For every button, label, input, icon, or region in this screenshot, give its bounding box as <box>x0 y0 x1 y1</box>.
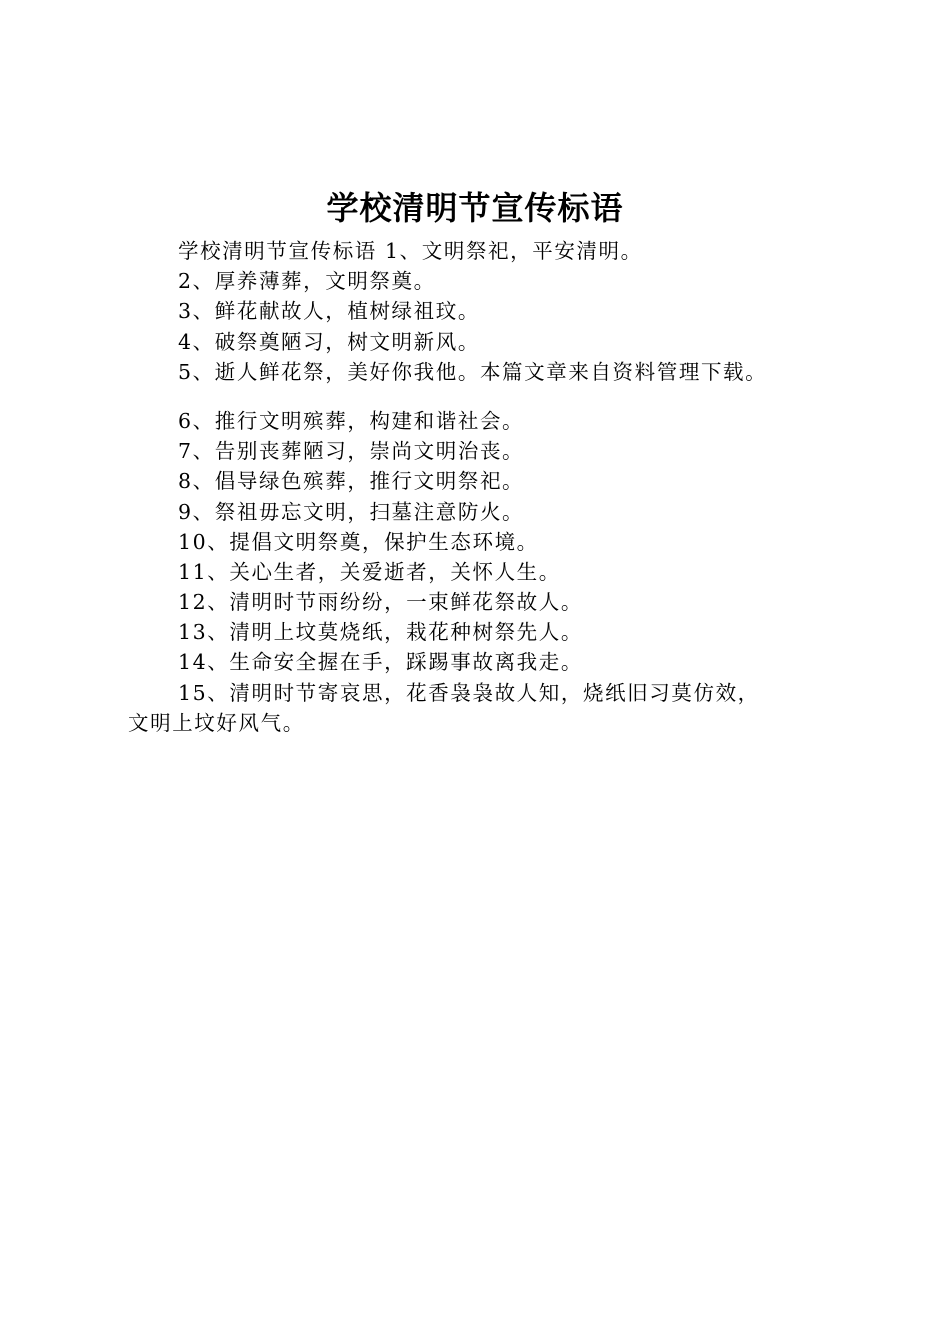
paragraph-line-14: 14、生命安全握在手，踩踢事故离我走。 <box>178 650 583 675</box>
paragraph-line-9: 9、祭祖毋忘文明，扫墓注意防火。 <box>178 499 525 524</box>
paragraph-line-8: 8、倡导绿色殡葬，推行文明祭祀。 <box>178 469 525 494</box>
blank-line <box>128 387 853 406</box>
paragraph-line-4: 4、破祭奠陋习，树文明新风。 <box>178 329 480 354</box>
paragraph-line-6: 6、推行文明殡葬，构建和谐社会。 <box>178 408 525 433</box>
paragraph-line-3: 3、鲜花献故人，植树绿祖玟。 <box>178 299 480 324</box>
paragraph-line-10: 10、提倡文明祭奠，保护生态环境。 <box>178 529 539 554</box>
paragraph-line-12: 12、清明时节雨纷纷，一束鲜花祭故人。 <box>178 590 583 615</box>
document-title: 学校清明节宣传标语 <box>326 189 624 227</box>
document-body <box>128 236 853 738</box>
paragraph-line-15: 15、清明时节寄哀思，花香袅袅故人知，烧纸旧习莫仿效， <box>178 680 760 705</box>
paragraph-line-11: 11、关心生者，关爱逝者，关怀人生。 <box>178 559 561 584</box>
paragraph-line-15-continued: 文明上坟好风气。 <box>128 710 305 735</box>
paragraph-line-13: 13、清明上坟莫烧纸，栽花种树祭先人。 <box>178 620 583 645</box>
paragraph-line-5: 5、逝人鲜花祭，美好你我他。本篇文章来自资料管理下载。 <box>178 359 768 384</box>
paragraph-line-2: 2、厚养薄葬，文明祭奠。 <box>178 269 436 294</box>
paragraph-line-1: 学校清明节宣传标语 1、文明祭祀，平安清明。 <box>178 239 643 263</box>
paragraph-line-7: 7、告别丧葬陋习，崇尚文明治丧。 <box>178 439 525 464</box>
